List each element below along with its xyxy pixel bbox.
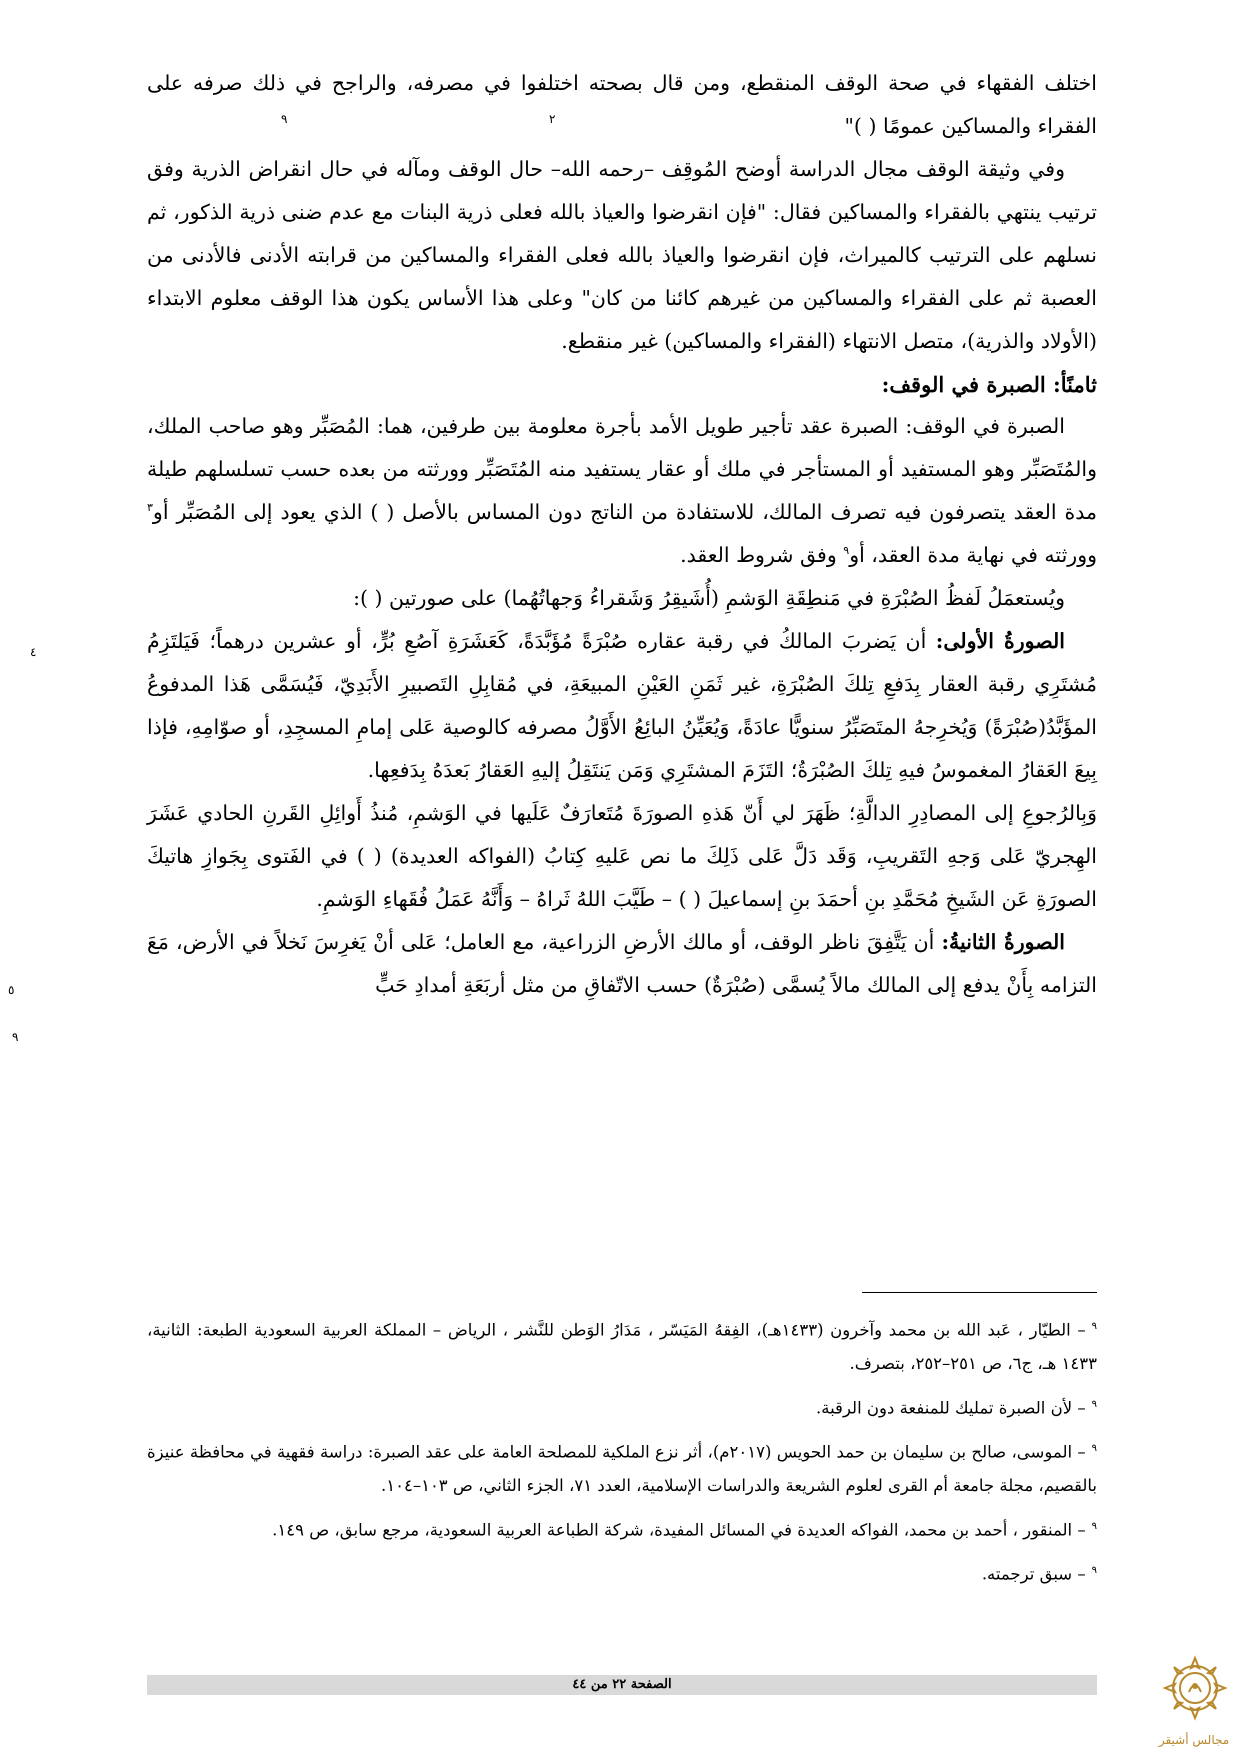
footnote-text: – لأن الصبرة تمليك للمنفعة دون الرقبة. xyxy=(815,1398,1086,1417)
first-form-label: الصورةُ الأولى: xyxy=(935,629,1065,653)
margin-note: ٤ xyxy=(30,645,37,659)
page-body xyxy=(147,62,1097,1007)
footnote-ref-9: ٩ xyxy=(843,544,850,558)
footnote-text: – المنقور ، أحمد بن محمد، الفواكه العديدة في المسائل المفيدة، شركة الطباعة العربية السعودية، مرجع سابق، ص ١٤٩. xyxy=(272,1520,1086,1539)
paragraph-3-end: وفق شروط العقد. xyxy=(680,543,844,567)
margin-note: ٩ xyxy=(12,1030,19,1044)
section-heading: ثامنًأ: الصبرة في الوقف: xyxy=(881,372,1097,397)
footnote-marker: ٩ xyxy=(1091,1321,1098,1332)
majalis-ushaiqer-emblem-icon xyxy=(1160,1640,1230,1744)
paragraph-2: وفي وثيقة الوقف مجال الدراسة أوضح المُوقِف –رحمه الله– حال الوقف ومآله في حال انقراض الذرية وفق ترتيب ينتهي بالفقراء والمساكين فقال: "فإن انقرضوا والعياذ بالله فعلى ذرية البنات مع عدم ضنى ذرية الذكور، ثم نسلهم على الترتيب كالميراث، فإن انقرضوا والعياذ بالله فعلى الفقراء والمساكين من قرابته الأدنى فالأدنى من العصبة ثم على الفقراء والمساكين من غيرهم كائنا من كان" وعلى هذا الأساس يكون هذا الوقف معلوم الابتداء (الأولاد والذرية)، متصل الانتهاء (الفقراء والمساكين) غير منقطع. xyxy=(147,157,1097,353)
footnote-marker: ٩ xyxy=(1091,1443,1098,1454)
footnote-marker: ٩ xyxy=(1091,1565,1097,1576)
paragraph-4: ويُستعمَلُ لَفظُ الصُبْرَةِ في مَنطِقَةِ الوَشمِ (أُشَيقِرُ وَشَقراءُ وَجهاتُهُما) على صورتين ( ): xyxy=(353,586,1065,610)
paragraph-3-mid: وورثته في نهاية مدة العقد، أو xyxy=(849,543,1097,567)
footnote-text: – الطيّار ، عَبد الله بن محمد وآخرون (١٤٣٣هـ)، الفِقهُ المَيَسّر ، مَدَارُ الوَطن للنَّشر ، الرياض – المملكة العربية السعودية الطبعة: الثانية، ١٤٣٣ هـ، ج٦، ص ٢٥١–٢٥٢، بتصرف. xyxy=(147,1320,1097,1373)
footnote-marker: ٩ xyxy=(1091,1520,1097,1532)
footnote-marker: ٩ xyxy=(1091,1398,1097,1410)
second-form-label: الصورةُ الثانيةُ: xyxy=(941,930,1065,954)
paragraph-6: وَبِالرُجوعِ إلى المصادِرِ الدالَّةِ؛ ظَهَرَ لي أَنّ هَذهِ الصورَةَ مُتَعارَفٌ عَلَيها في الوَشمِ، مُنذُ أَوائِلِ القَرنِ الحادي عَشَرَ الهِجريّ عَلى وَجهِ التَقريبِ، وَقَد دَلَّ عَلى ذَلِكَ ما نص عَليهِ كِتابُ (الفواكه العديدة) ( ) في الفَتوى بِجَوازِ هاتيكَ الصورَةِ عَن الشَيخِ مُحَمَّدِ بنِ أحمَدَ بنِ إسماعيلَ ( ) – طَيَّبَ اللهُ ثَراهُ – وَأَنَّهُ عَمَلُ فُقَهاءِ الوَشمِ. xyxy=(147,801,1097,911)
margin-note: ٥ xyxy=(8,983,15,997)
footnote xyxy=(147,1510,1097,1547)
footnote-text: – سبق ترجمته. xyxy=(981,1564,1086,1584)
footnote xyxy=(147,1554,1097,1591)
first-form-text: أن يَضربَ المالكُ في رقبة عقاره صُبْرَةً مُؤَبَّدَةً، كَعَشَرَةِ آصُعِ بُرٍّ، أو عشرين درهماً؛ فَيَلتَزِمُ مُشتَرِي رقبة العقار بِدَفعِ تِلكَ الصُبْرَةِ، غير ثَمَنِ العَيْنِ المبيعَةِ، في مُقابِلِ التَصبيرِ الأَبَدِيّ، فَيُسَمَّى هَذا المدفوعُ المؤَبَّدُ(صُبْرَةً) وَيُخرِجهُ المتَصَبِّرُ سنويًّا عادَةً، وَيُعَيِّنُ البائِعُ الأَوَّلُ مصرفه كالوصية عَلى إمامِ المسجِدِ، أو صوّامِهِ، فإذا بِيعَ العَقارُ المغموسُ فيهِ تِلكَ الصُبْرَةُ؛ التَزَمَ المشتَرِي وَمَن يَنتَقِلُ إليهِ العَقارُ بَعدَهُ بِدَفعِها. xyxy=(147,629,1097,782)
site-logo-text: مجالس أشيقر xyxy=(1158,1733,1230,1747)
footnote-separator xyxy=(862,1292,1097,1293)
margin-note: ٢ xyxy=(549,112,556,126)
paragraph-3-start: الصبرة في الوقف: الصبرة عقد تأجير طويل الأمد بأجرة معلومة بين طرفين، هما: المُصَبِّر وهو صاحب الملك، والمُتَصَبِّر وهو المستفيد أو المستأجر في ملك أو عقار يستفيد منه المُتَصَبِّر وورثته من بعده حسب تسلسلهم طيلة مدة العقد يتصرفون فيه تصرف المالك، للاستفادة من الناتج دون المساس بالأصل ( ) الذي يعود إلى المُصَبِّر أو xyxy=(147,414,1097,524)
footnote-ref-3: ٣ xyxy=(147,501,153,515)
page-number-bar: الصفحة ٢٢ من ٤٤ xyxy=(147,1675,1097,1695)
second-form-text: أن يَتَّفِقَ ناظر الوقف، أو مالك الأرضِ الزراعية، مع العامل؛ عَلى أنْ يَغرِسَ نَخلاً في الأرض، مَعَ التزامه بِأَنْ يدفع إلى المالك مالاً يُسمَّى (صُبْرَةٌ) حسب الاتّفاقِ من مثل أربَعَةِ أمدادِ حَبٍّ xyxy=(147,930,1097,997)
footnote xyxy=(147,1310,1097,1380)
footnote xyxy=(147,1432,1097,1502)
paragraph-1: اختلف الفقهاء في صحة الوقف المنقطع، ومن قال بصحته اختلفوا في مصرفه، والراجح في ذلك صرفه على الفقراء والمساكين عمومًا ( )" xyxy=(147,71,1097,138)
footnote-text: – الموسى، صالح بن سليمان بن حمد الحويس (٢٠١٧م)، أثر نزع الملكية للمصلحة العامة على عقد الصبرة: دراسة فقهية في محافظة عنيزة بالقصيم، مجلة جامعة أم القرى لعلوم الشريعة والدراسات الإسلامية، العدد ٧١، الجزء الثاني، ص ١٠٣–١٠٤. xyxy=(147,1442,1097,1495)
paragraph-5 xyxy=(147,620,1097,792)
footnotes xyxy=(147,1310,1097,1599)
margin-note: ٩ xyxy=(281,112,288,126)
paragraph-7 xyxy=(147,921,1097,1007)
footnote xyxy=(147,1388,1097,1425)
paragraph-3 xyxy=(147,405,1097,577)
